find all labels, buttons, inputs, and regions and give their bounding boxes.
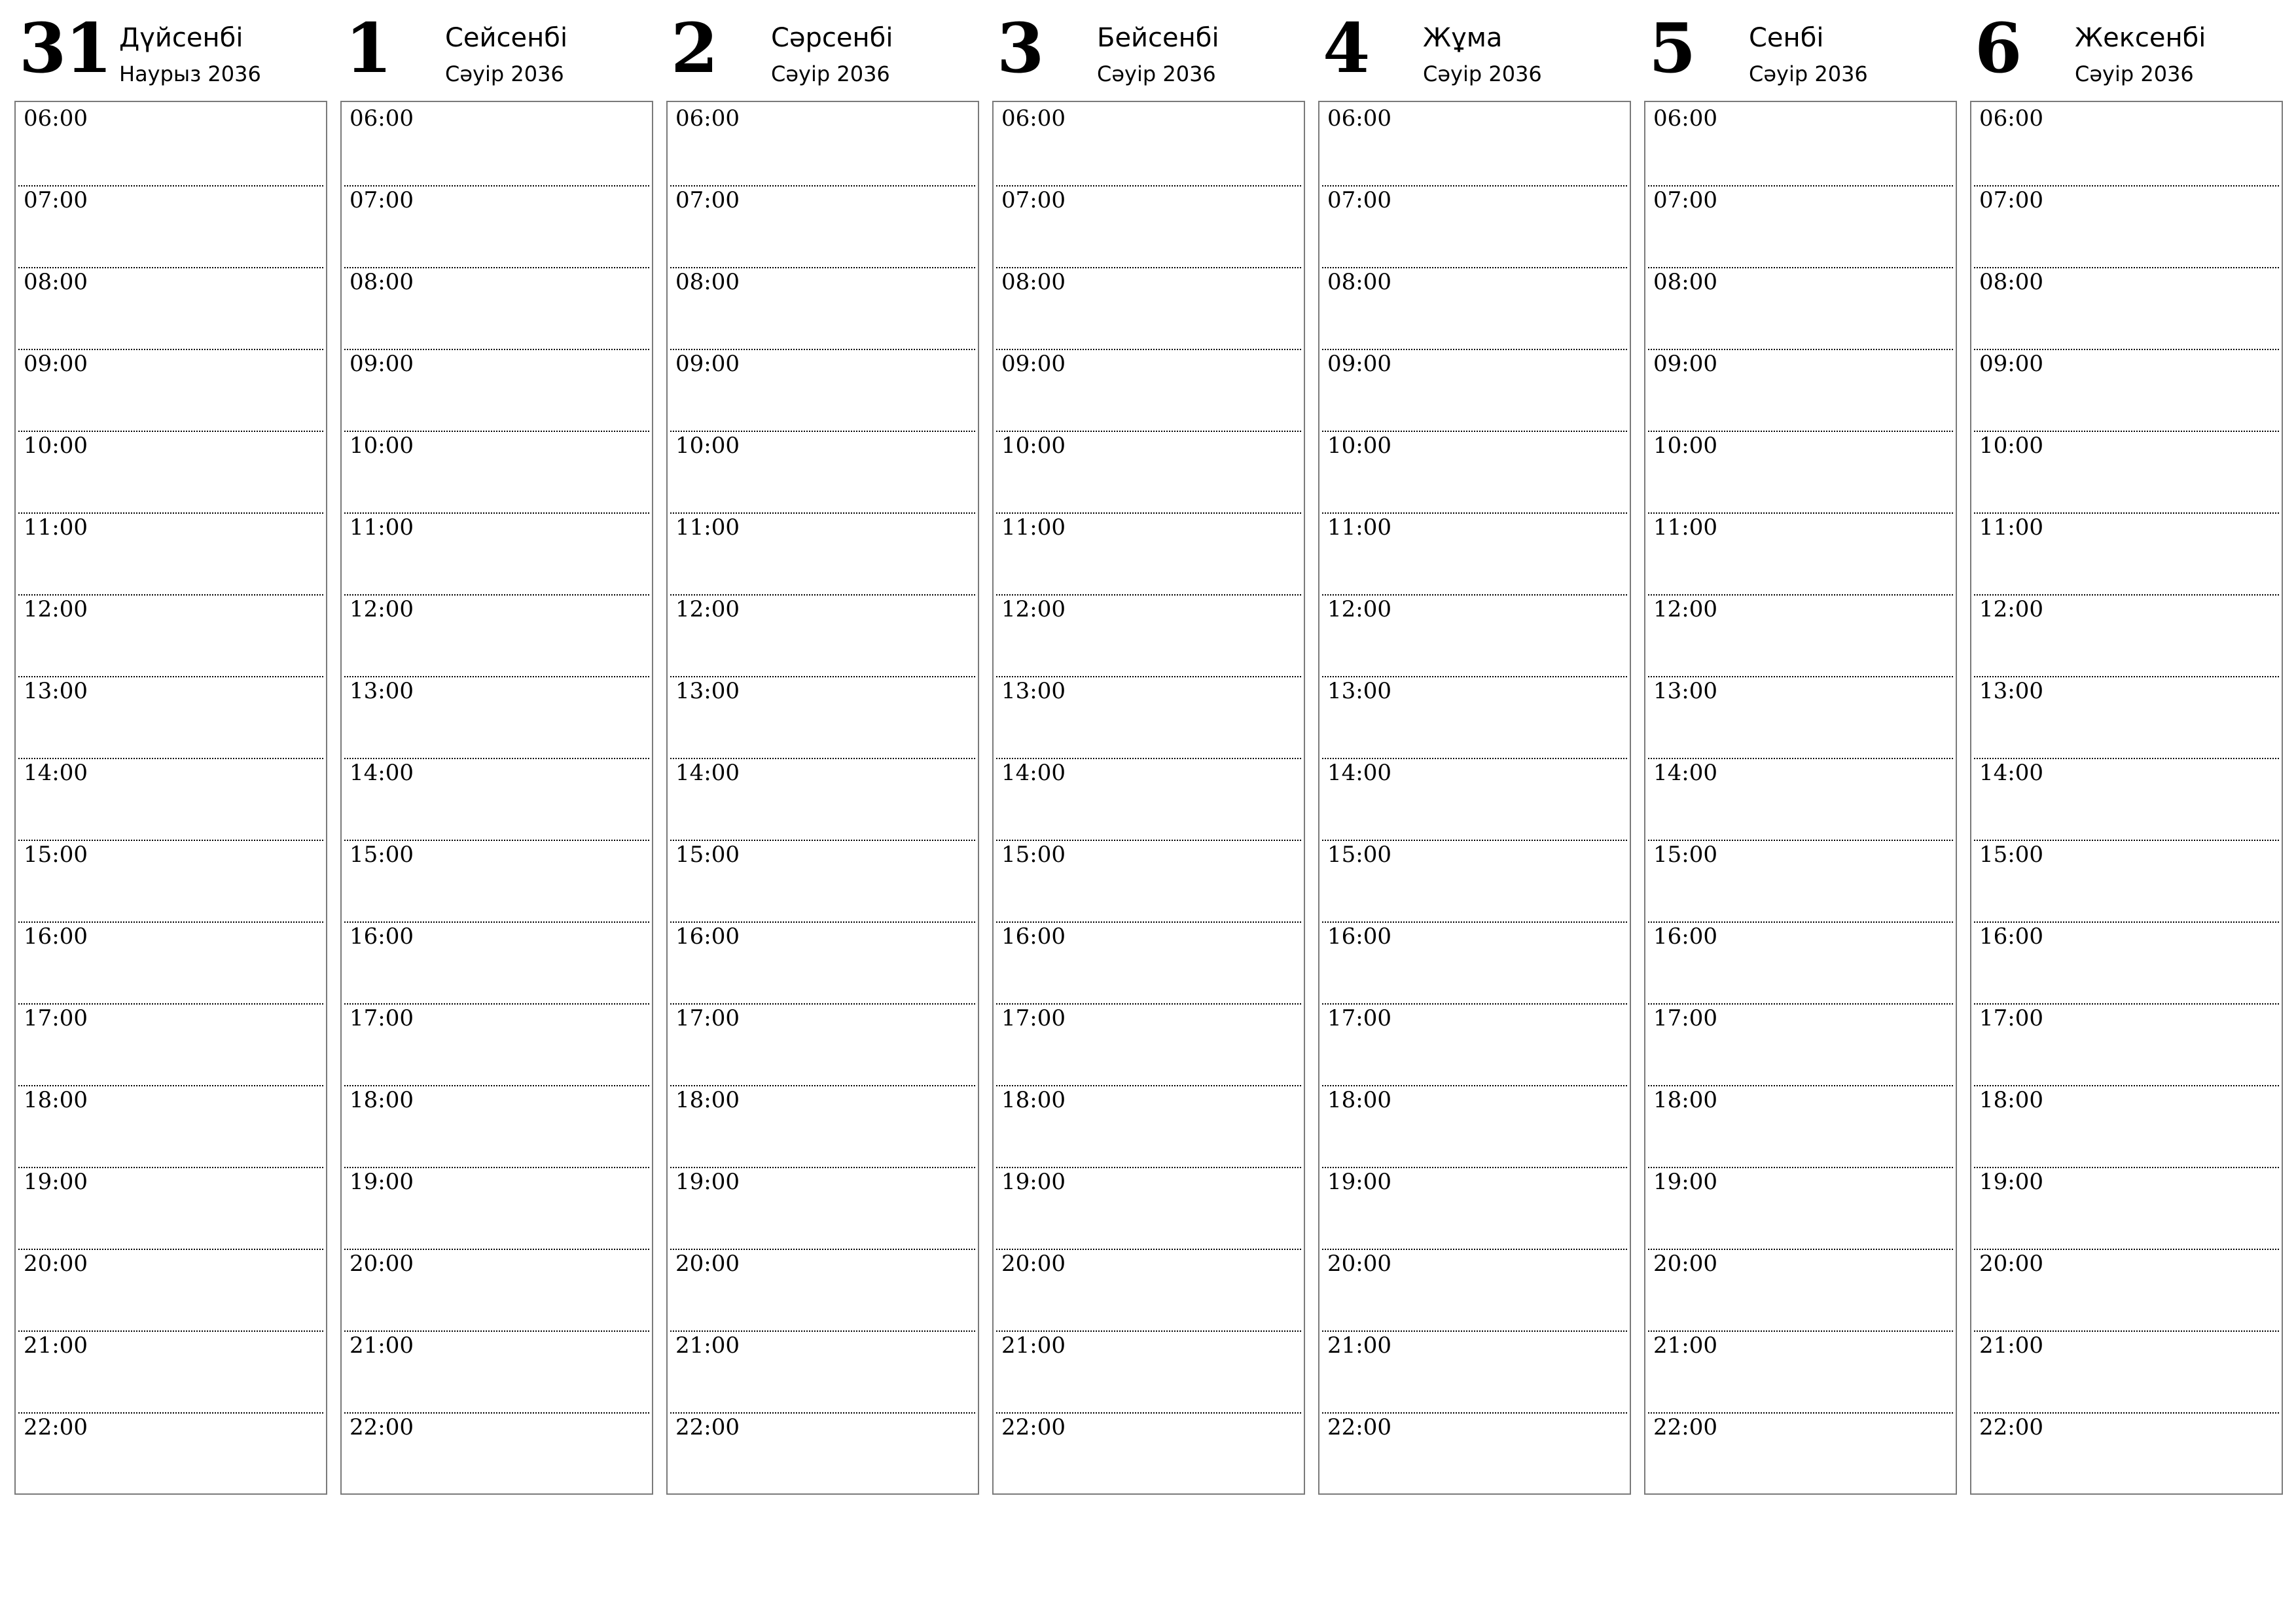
time-label: 21:00 (1653, 1332, 1717, 1359)
time-slot[interactable] (344, 512, 649, 596)
time-label: 12:00 (1979, 596, 2043, 622)
time-slot[interactable] (996, 1412, 1301, 1494)
time-slot[interactable] (1974, 840, 2279, 923)
time-label: 20:00 (350, 1251, 414, 1277)
time-label: 13:00 (1001, 678, 1066, 704)
time-slot[interactable] (670, 431, 975, 514)
time-slot[interactable] (1648, 1412, 1953, 1494)
day-number: 31 (19, 8, 111, 88)
month-year: Сәуір 2036 (1749, 62, 1868, 86)
day-header (1318, 0, 1631, 98)
day-name: Жұма (1423, 23, 1503, 53)
time-slot[interactable] (996, 1330, 1301, 1414)
time-slot[interactable] (344, 267, 649, 350)
time-slot[interactable] (670, 676, 975, 759)
time-label: 19:00 (1653, 1169, 1717, 1195)
time-slot[interactable] (1974, 1249, 2279, 1332)
time-label: 14:00 (1001, 760, 1066, 786)
time-label: 15:00 (675, 842, 740, 868)
time-slot[interactable] (18, 512, 323, 596)
time-slot[interactable] (1974, 1003, 2279, 1086)
time-label: 07:00 (1001, 187, 1066, 213)
time-slot[interactable] (344, 1167, 649, 1250)
time-label: 22:00 (1327, 1414, 1391, 1440)
time-label: 09:00 (1653, 351, 1717, 377)
month-year: Сәуір 2036 (2075, 62, 2194, 86)
time-label: 06:00 (1001, 105, 1066, 132)
time-slot[interactable] (996, 1003, 1301, 1086)
time-slot[interactable] (18, 1412, 323, 1494)
time-label: 08:00 (1327, 269, 1391, 295)
time-slot[interactable] (670, 349, 975, 432)
time-label: 21:00 (24, 1332, 88, 1359)
time-label: 18:00 (1653, 1087, 1717, 1113)
time-slot[interactable] (1974, 1330, 2279, 1414)
time-label: 15:00 (1001, 842, 1066, 868)
time-label: 11:00 (1653, 514, 1717, 541)
day-schedule-box[interactable] (1318, 101, 1631, 1495)
time-slot[interactable] (1322, 676, 1627, 759)
time-label: 08:00 (1001, 269, 1066, 295)
month-year: Сәуір 2036 (445, 62, 564, 86)
time-slot[interactable] (18, 1249, 323, 1332)
day-name: Сенбі (1749, 23, 1824, 53)
time-label: 19:00 (24, 1169, 88, 1195)
time-slot[interactable] (670, 1249, 975, 1332)
time-label: 06:00 (24, 105, 88, 132)
time-label: 07:00 (1979, 187, 2043, 213)
time-label: 07:00 (350, 187, 414, 213)
time-slot[interactable] (670, 758, 975, 841)
time-slot[interactable] (670, 1085, 975, 1168)
time-label: 09:00 (675, 351, 740, 377)
time-label: 19:00 (1001, 1169, 1066, 1195)
month-year: Сәуір 2036 (771, 62, 890, 86)
time-label: 14:00 (1653, 760, 1717, 786)
time-slot[interactable] (18, 185, 323, 268)
time-label: 10:00 (675, 433, 740, 459)
time-slot[interactable] (344, 594, 649, 677)
time-slot[interactable] (18, 103, 323, 187)
time-slot[interactable] (18, 267, 323, 350)
time-slot[interactable] (996, 349, 1301, 432)
time-label: 11:00 (675, 514, 740, 541)
time-slot[interactable] (344, 840, 649, 923)
time-label: 15:00 (1653, 842, 1717, 868)
time-slot[interactable] (670, 921, 975, 1005)
time-label: 21:00 (1001, 1332, 1066, 1359)
time-slot[interactable] (996, 1085, 1301, 1168)
time-slot[interactable] (996, 103, 1301, 187)
time-slot[interactable] (344, 676, 649, 759)
time-slot[interactable] (670, 267, 975, 350)
day-name: Сейсенбі (445, 23, 568, 53)
time-slot[interactable] (344, 758, 649, 841)
time-label: 12:00 (1327, 596, 1391, 622)
time-slot[interactable] (1322, 840, 1627, 923)
time-label: 16:00 (1001, 923, 1066, 950)
time-slot[interactable] (1648, 1330, 1953, 1414)
time-label: 14:00 (24, 760, 88, 786)
time-label: 16:00 (24, 923, 88, 950)
time-slot[interactable] (1648, 1085, 1953, 1168)
time-slot[interactable] (1648, 1249, 1953, 1332)
time-label: 10:00 (1001, 433, 1066, 459)
time-slot[interactable] (996, 267, 1301, 350)
time-label: 07:00 (1653, 187, 1717, 213)
time-label: 07:00 (675, 187, 740, 213)
time-slot[interactable] (1322, 1003, 1627, 1086)
time-label: 11:00 (1327, 514, 1391, 541)
day-schedule-box[interactable] (1644, 101, 1957, 1495)
time-label: 15:00 (1327, 842, 1391, 868)
time-slot[interactable] (18, 1167, 323, 1250)
time-label: 20:00 (1327, 1251, 1391, 1277)
time-label: 11:00 (350, 514, 414, 541)
time-label: 20:00 (1653, 1251, 1717, 1277)
time-label: 20:00 (1979, 1251, 2043, 1277)
month-year: Наурыз 2036 (119, 62, 261, 86)
time-label: 22:00 (1653, 1414, 1717, 1440)
time-slot[interactable] (1974, 349, 2279, 432)
time-label: 17:00 (1653, 1005, 1717, 1031)
time-slot[interactable] (1322, 431, 1627, 514)
time-slot[interactable] (1974, 1412, 2279, 1494)
time-label: 16:00 (1327, 923, 1391, 950)
month-year: Сәуір 2036 (1097, 62, 1216, 86)
time-label: 15:00 (350, 842, 414, 868)
time-label: 06:00 (1653, 105, 1717, 132)
time-slot[interactable] (670, 594, 975, 677)
time-label: 16:00 (1979, 923, 2043, 950)
time-slot[interactable] (18, 1085, 323, 1168)
time-slot[interactable] (1974, 1167, 2279, 1250)
time-label: 22:00 (24, 1414, 88, 1440)
time-label: 18:00 (1001, 1087, 1066, 1113)
time-slot[interactable] (670, 1412, 975, 1494)
time-label: 19:00 (675, 1169, 740, 1195)
time-label: 09:00 (350, 351, 414, 377)
time-slot[interactable] (1974, 758, 2279, 841)
time-slot[interactable] (1648, 840, 1953, 923)
day-header (14, 0, 327, 98)
time-slot[interactable] (344, 1249, 649, 1332)
time-slot[interactable] (18, 1330, 323, 1414)
time-slot[interactable] (1322, 594, 1627, 677)
time-slot[interactable] (1322, 1085, 1627, 1168)
day-number: 6 (1975, 8, 2021, 88)
time-label: 09:00 (1001, 351, 1066, 377)
day-schedule-box[interactable] (340, 101, 653, 1495)
time-label: 06:00 (1327, 105, 1391, 132)
time-slot[interactable] (344, 1412, 649, 1494)
day-name: Бейсенбі (1097, 23, 1219, 53)
time-slot[interactable] (18, 840, 323, 923)
time-label: 18:00 (350, 1087, 414, 1113)
time-label: 15:00 (24, 842, 88, 868)
time-slot[interactable] (1974, 431, 2279, 514)
time-slot[interactable] (1322, 921, 1627, 1005)
time-slot[interactable] (1648, 512, 1953, 596)
time-slot[interactable] (18, 676, 323, 759)
time-slot[interactable] (344, 185, 649, 268)
day-column (992, 0, 1305, 1440)
day-header (666, 0, 979, 98)
time-label: 22:00 (1001, 1414, 1066, 1440)
time-label: 21:00 (1979, 1332, 2043, 1359)
time-slot[interactable] (996, 921, 1301, 1005)
time-slot[interactable] (18, 1003, 323, 1086)
time-slot[interactable] (996, 431, 1301, 514)
time-label: 18:00 (675, 1087, 740, 1113)
time-slot[interactable] (1648, 431, 1953, 514)
time-slot[interactable] (344, 349, 649, 432)
time-label: 13:00 (1653, 678, 1717, 704)
time-slot[interactable] (344, 431, 649, 514)
time-label: 17:00 (1979, 1005, 2043, 1031)
time-slot[interactable] (18, 431, 323, 514)
time-label: 12:00 (24, 596, 88, 622)
time-slot[interactable] (1648, 676, 1953, 759)
time-label: 13:00 (675, 678, 740, 704)
time-label: 17:00 (1327, 1005, 1391, 1031)
time-label: 12:00 (1653, 596, 1717, 622)
time-label: 11:00 (1001, 514, 1066, 541)
time-slot[interactable] (1974, 676, 2279, 759)
time-slot[interactable] (670, 1167, 975, 1250)
time-slot[interactable] (18, 349, 323, 432)
time-label: 09:00 (24, 351, 88, 377)
time-label: 17:00 (1001, 1005, 1066, 1031)
time-slot[interactable] (996, 840, 1301, 923)
time-slot[interactable] (1648, 921, 1953, 1005)
time-slot[interactable] (996, 1167, 1301, 1250)
time-label: 14:00 (675, 760, 740, 786)
time-label: 19:00 (1327, 1169, 1391, 1195)
time-label: 21:00 (350, 1332, 414, 1359)
time-slot[interactable] (1648, 349, 1953, 432)
time-slot[interactable] (1322, 758, 1627, 841)
time-slot[interactable] (1974, 512, 2279, 596)
time-label: 08:00 (1979, 269, 2043, 295)
time-label: 11:00 (24, 514, 88, 541)
time-slot[interactable] (1648, 758, 1953, 841)
time-slot[interactable] (1648, 1003, 1953, 1086)
time-label: 22:00 (675, 1414, 740, 1440)
month-year: Сәуір 2036 (1423, 62, 1542, 86)
time-label: 16:00 (1653, 923, 1717, 950)
time-label: 10:00 (24, 433, 88, 459)
day-column (1970, 0, 2283, 1440)
time-label: 14:00 (1327, 760, 1391, 786)
time-label: 13:00 (1327, 678, 1391, 704)
time-slot[interactable] (1648, 185, 1953, 268)
time-slot[interactable] (1648, 1167, 1953, 1250)
time-label: 22:00 (350, 1414, 414, 1440)
day-header (1644, 0, 1957, 98)
time-label: 12:00 (350, 596, 414, 622)
time-slot[interactable] (670, 103, 975, 187)
time-slot[interactable] (1322, 1167, 1627, 1250)
time-slot[interactable] (1974, 921, 2279, 1005)
time-label: 08:00 (24, 269, 88, 295)
time-label: 13:00 (1979, 678, 2043, 704)
time-slot[interactable] (344, 103, 649, 187)
day-schedule-box[interactable] (1970, 101, 2283, 1495)
time-slot[interactable] (670, 840, 975, 923)
time-label: 20:00 (24, 1251, 88, 1277)
time-label: 11:00 (1979, 514, 2043, 541)
time-slot[interactable] (1322, 512, 1627, 596)
time-label: 08:00 (1653, 269, 1717, 295)
time-label: 19:00 (350, 1169, 414, 1195)
time-slot[interactable] (1648, 103, 1953, 187)
time-slot[interactable] (670, 1003, 975, 1086)
time-label: 13:00 (24, 678, 88, 704)
time-label: 16:00 (350, 923, 414, 950)
time-slot[interactable] (344, 1330, 649, 1414)
day-number: 1 (345, 8, 391, 88)
day-header (992, 0, 1305, 98)
time-slot[interactable] (1974, 185, 2279, 268)
day-schedule-box[interactable] (14, 101, 327, 1495)
time-label: 19:00 (1979, 1169, 2043, 1195)
time-slot[interactable] (996, 594, 1301, 677)
day-column (14, 0, 327, 1440)
time-label: 07:00 (1327, 187, 1391, 213)
time-label: 06:00 (1979, 105, 2043, 132)
time-slot[interactable] (670, 1330, 975, 1414)
time-slot[interactable] (1974, 267, 2279, 350)
time-label: 20:00 (675, 1251, 740, 1277)
time-slot[interactable] (18, 921, 323, 1005)
time-label: 18:00 (24, 1087, 88, 1113)
time-label: 12:00 (675, 596, 740, 622)
time-slot[interactable] (1648, 594, 1953, 677)
time-slot[interactable] (1322, 349, 1627, 432)
time-label: 21:00 (1327, 1332, 1391, 1359)
time-slot[interactable] (670, 185, 975, 268)
time-slot[interactable] (670, 512, 975, 596)
day-schedule-box[interactable] (666, 101, 979, 1495)
day-name: Жексенбі (2075, 23, 2206, 53)
day-column (1644, 0, 1957, 1440)
time-label: 17:00 (675, 1005, 740, 1031)
day-number: 3 (997, 8, 1043, 88)
day-header (1970, 0, 2283, 98)
time-label: 10:00 (1979, 433, 2043, 459)
time-label: 15:00 (1979, 842, 2043, 868)
day-name: Сәрсенбі (771, 23, 893, 53)
time-slot[interactable] (1322, 1330, 1627, 1414)
time-slot[interactable] (1322, 1249, 1627, 1332)
time-label: 17:00 (24, 1005, 88, 1031)
time-slot[interactable] (996, 758, 1301, 841)
day-number: 5 (1649, 8, 1695, 88)
time-label: 10:00 (1653, 433, 1717, 459)
day-name: Дүйсенбі (119, 23, 243, 53)
time-label: 14:00 (1979, 760, 2043, 786)
time-slot[interactable] (18, 758, 323, 841)
day-column (340, 0, 653, 1440)
day-number: 4 (1323, 8, 1369, 88)
time-label: 06:00 (350, 105, 414, 132)
time-slot[interactable] (1322, 103, 1627, 187)
time-slot[interactable] (1974, 594, 2279, 677)
time-label: 10:00 (350, 433, 414, 459)
time-label: 08:00 (675, 269, 740, 295)
day-header (340, 0, 653, 98)
time-label: 09:00 (1979, 351, 2043, 377)
time-slot[interactable] (344, 921, 649, 1005)
time-slot[interactable] (1974, 1085, 2279, 1168)
time-slot[interactable] (344, 1085, 649, 1168)
time-label: 07:00 (24, 187, 88, 213)
time-slot[interactable] (996, 512, 1301, 596)
time-label: 17:00 (350, 1005, 414, 1031)
time-slot[interactable] (996, 1249, 1301, 1332)
day-number: 2 (671, 8, 717, 88)
time-label: 16:00 (675, 923, 740, 950)
time-slot[interactable] (1648, 267, 1953, 350)
time-label: 21:00 (675, 1332, 740, 1359)
day-column (666, 0, 979, 1440)
time-label: 08:00 (350, 269, 414, 295)
time-label: 18:00 (1327, 1087, 1391, 1113)
time-label: 10:00 (1327, 433, 1391, 459)
time-slot[interactable] (996, 676, 1301, 759)
time-slot[interactable] (996, 185, 1301, 268)
time-label: 06:00 (675, 105, 740, 132)
time-label: 18:00 (1979, 1087, 2043, 1113)
time-slot[interactable] (344, 1003, 649, 1086)
day-schedule-box[interactable] (992, 101, 1305, 1495)
time-slot[interactable] (1974, 103, 2279, 187)
time-slot[interactable] (1322, 185, 1627, 268)
time-label: 12:00 (1001, 596, 1066, 622)
time-slot[interactable] (1322, 267, 1627, 350)
time-label: 13:00 (350, 678, 414, 704)
day-column (1318, 0, 1631, 1440)
time-label: 09:00 (1327, 351, 1391, 377)
time-label: 14:00 (350, 760, 414, 786)
time-slot[interactable] (1322, 1412, 1627, 1494)
time-slot[interactable] (18, 594, 323, 677)
time-label: 22:00 (1979, 1414, 2043, 1440)
time-label: 20:00 (1001, 1251, 1066, 1277)
